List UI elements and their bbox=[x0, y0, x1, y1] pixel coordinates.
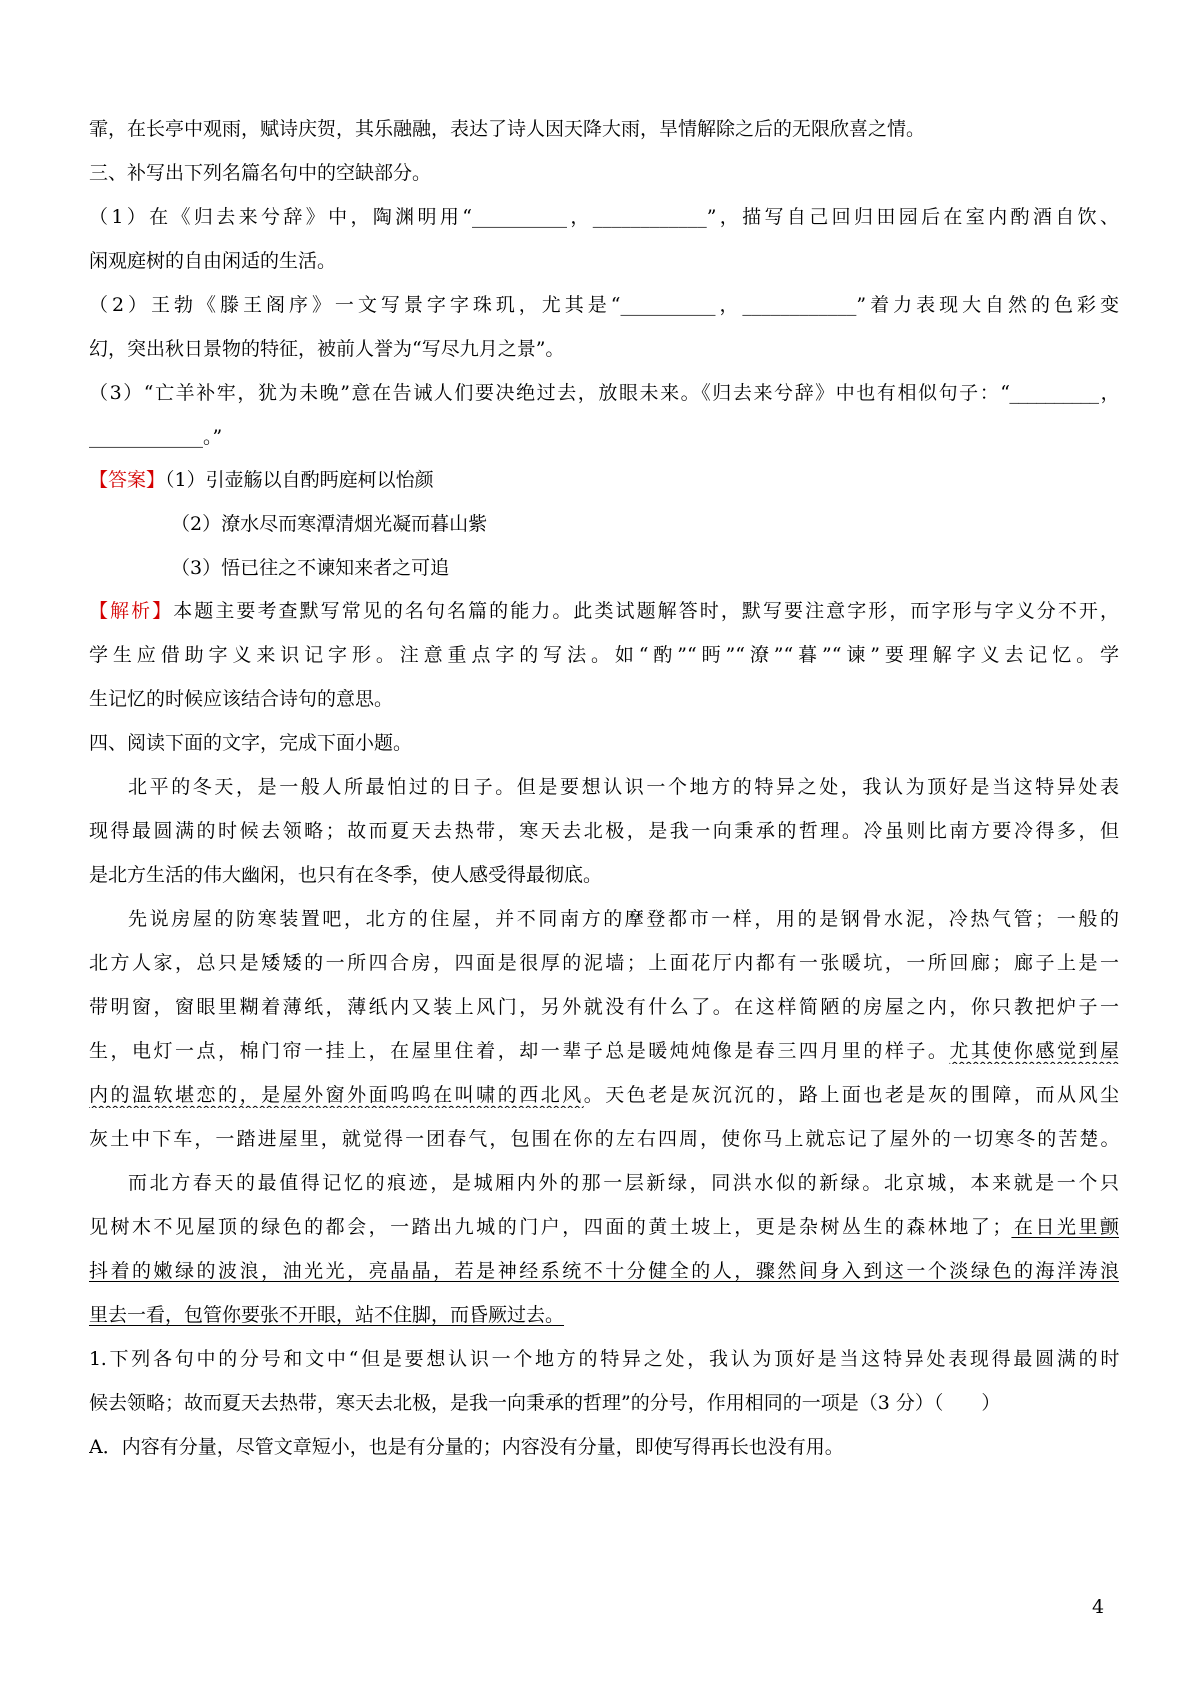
passage-line: 而北方春天的最值得记忆的痕迹，是城厢内外的那一层新绿，同洪水似的新绿。北京城，本来就是一个只 bbox=[128, 1172, 1119, 1194]
passage-line: 灰土中下车，一踏进屋里，就觉得一团春气，包围在你的左右四周，使你马上就忘记了屋外的一切寒冬的苦楚。 bbox=[89, 1128, 1119, 1150]
passage-line: 北方人家，总只是矮矮的一所四合房，四面是很厚的泥墙；上面花厅内都有一张暖坑，一所回廊；廊子上是一 bbox=[89, 952, 1119, 974]
passage-line: 先说房屋的防寒装置吧，北方的住屋，并不同南方的摩登都市一样，用的是钢骨水泥，冷热气管；一般的 bbox=[128, 908, 1119, 930]
question-line: ____________。” bbox=[89, 426, 223, 448]
passage-line bbox=[89, 1082, 1119, 1108]
underlined-text: 在日光里颤 bbox=[1011, 1216, 1119, 1238]
passage-line bbox=[89, 1214, 1119, 1240]
answer-line bbox=[89, 467, 1119, 493]
question-line: 1.下列各句中的分号和文中“但是要想认识一个地方的特异之处，我认为顶好是当这特异处表现得最圆满的时 bbox=[89, 1348, 1119, 1370]
analysis-line bbox=[89, 598, 1119, 624]
passage-text: 生，电灯一点，棉门帘一挂上，在屋里住着，却一辈子总是暖炖炖像是春三四月里的样子。 bbox=[89, 1040, 950, 1062]
passage-text: 见树木不见屋顶的绿色的都会，一踏出九城的门户，四面的黄土坡上，更是杂树丛生的森林地了； bbox=[89, 1216, 1012, 1238]
text-line: 霏，在长亭中观雨，赋诗庆贺，其乐融融，表达了诗人因天降大雨，旱情解除之后的无限欣喜之情。 bbox=[89, 118, 926, 140]
passage-line: 北平的冬天，是一般人所最怕过的日子。但是要想认识一个地方的特异之处，我认为顶好是当这特异处表 bbox=[128, 776, 1119, 798]
question-line: （2）王勃《滕王阁序》一文写景字字珠玑，尤其是“__________，____________”着力表现大自然的色彩变 bbox=[89, 294, 1119, 316]
passage-line bbox=[89, 1302, 1119, 1328]
passage-line: 现得最圆满的时候去领略；故而夏天去热带，寒天去北极，是我一向秉承的哲理。冷虽则比南方要冷得多，但 bbox=[89, 820, 1119, 842]
passage-line bbox=[89, 1038, 1119, 1064]
question-line: （1）在《归去来兮辞》中，陶渊明用“__________，____________”，描写自己回归田园后在室内酌酒自饮、 bbox=[89, 206, 1119, 228]
section-heading: 四、阅读下面的文字，完成下面小题。 bbox=[89, 732, 413, 754]
answer-2: （2）潦水尽而寒潭清烟光凝而暮山紫 bbox=[171, 513, 488, 535]
answer-3: （3）悟已往之不谏知来者之可追 bbox=[171, 557, 450, 579]
question-line: 幻，突出秋日景物的特征，被前人誉为“写尽九月之景”。 bbox=[89, 338, 565, 360]
passage-text: 。天色老是灰沉沉的，路上面也老是灰的围障，而从风尘 bbox=[583, 1084, 1119, 1106]
underlined-text: 抖着的嫩绿的波浪，油光光，亮晶晶，若是神经系统不十分健全的人，骤然间身入到这一个淡绿色的海洋涛浪 bbox=[89, 1260, 1119, 1282]
passage-line: 带明窗，窗眼里糊着薄纸，薄纸内又装上风门，另外就没有什么了。在这样简陋的房屋之内，你只教把炉子一 bbox=[89, 996, 1119, 1018]
answer-1: （1）引壶觞以自酌眄庭柯以怡颜 bbox=[165, 469, 434, 491]
analysis-line: 生记忆的时候应该结合诗句的意思。 bbox=[89, 688, 394, 710]
analysis-tag: 【解析】 bbox=[89, 600, 174, 622]
passage-line bbox=[89, 1258, 1119, 1284]
page-number: 4 bbox=[1092, 1596, 1105, 1618]
analysis-text: 本题主要考查默写常见的名句名篇的能力。此类试题解答时，默写要注意字形，而字形与字义分不开， bbox=[173, 600, 1119, 622]
option-a: A．内容有分量，尽管文章短小，也是有分量的；内容没有分量，即使写得再长也没有用。 bbox=[89, 1436, 844, 1458]
analysis-line: 学生应借助字义来识记字形。注意重点字的写法。如“酌”“眄”“潦”“暮”“谏”要理解字义去记忆。学 bbox=[89, 644, 1119, 666]
question-line: 闲观庭树的自由闲适的生活。 bbox=[89, 250, 337, 272]
wavy-underlined-text: 内的温软堪恋的，是屋外窗外面呜呜在叫啸的西北风 bbox=[89, 1084, 584, 1106]
wavy-underlined-text: 尤其使你感觉到屋 bbox=[949, 1040, 1119, 1062]
question-line: （3）“亡羊补牢，犹为未晚”意在告诫人们要决绝过去，放眼未来。《归去来兮辞》中也有相似句子：“__________， bbox=[89, 382, 1119, 404]
question-line: 候去领略；故而夏天去热带，寒天去北极，是我一向秉承的哲理”的分号，作用相同的一项是（3 分）（ ） bbox=[89, 1392, 1001, 1414]
section-heading: 三、补写出下列名篇名句中的空缺部分。 bbox=[89, 162, 432, 184]
underlined-text: 里去一看，包管你要张不开眼，站不住脚，而昏厥过去。 bbox=[89, 1304, 565, 1326]
passage-line: 是北方生活的伟大幽闲，也只有在冬季，使人感受得最彻底。 bbox=[89, 864, 603, 886]
answer-tag: 【答案】 bbox=[89, 469, 166, 491]
